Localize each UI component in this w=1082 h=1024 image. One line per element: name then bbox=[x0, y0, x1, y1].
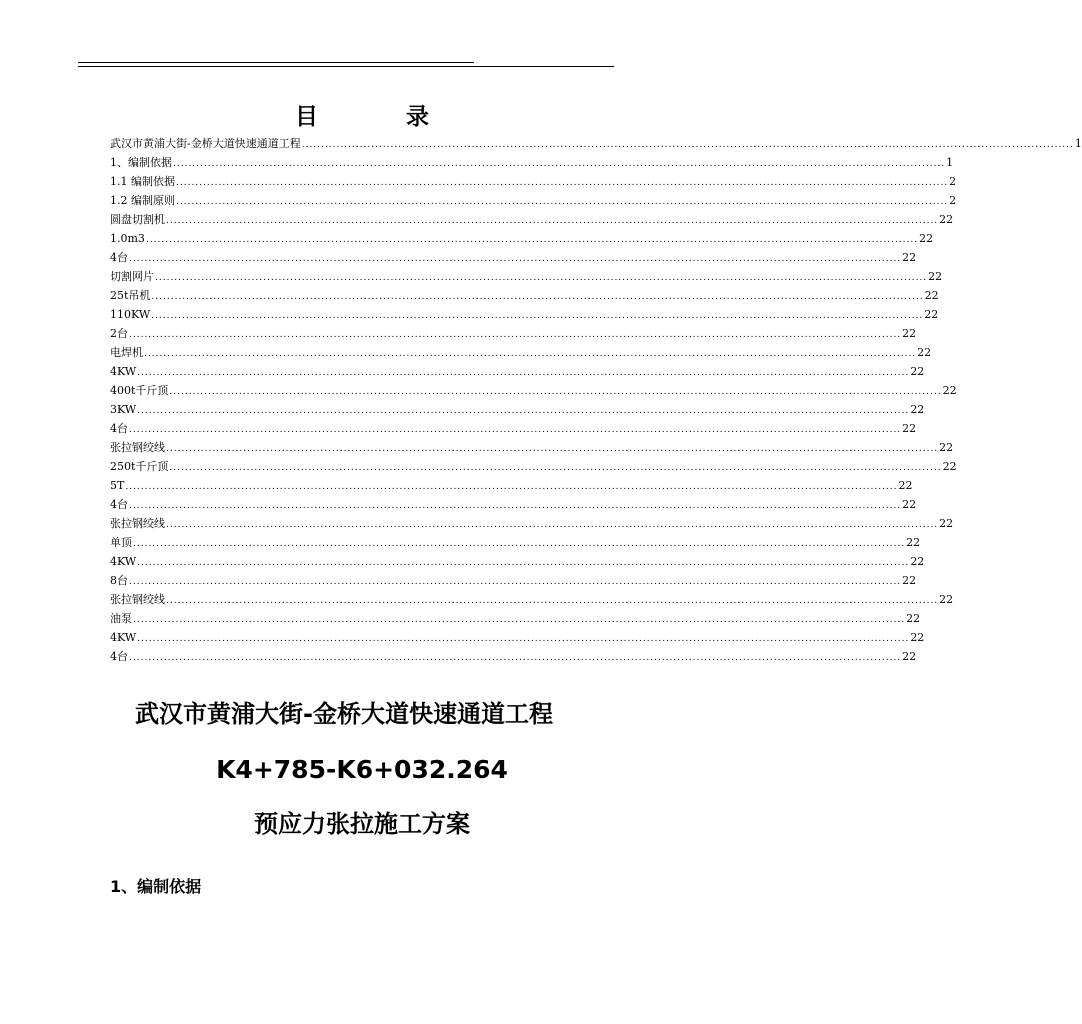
toc-entry-page: 22 bbox=[902, 327, 917, 340]
toc-entry-page: 22 bbox=[928, 270, 943, 283]
toc-entry-label: 4KW bbox=[110, 555, 137, 568]
toc-entry-label: 25t吊机 bbox=[110, 289, 151, 302]
toc-entry[interactable] bbox=[110, 172, 957, 191]
toc-entry-page: 22 bbox=[917, 346, 932, 359]
toc-entry-page: 22 bbox=[939, 517, 954, 530]
toc-entry-leader: ........................................................................................................................................................................................................ bbox=[176, 197, 949, 207]
toc-entry-leader: ........................................................................................................................................................................................................ bbox=[133, 539, 906, 549]
toc-entry-label: 8台 bbox=[110, 574, 128, 587]
toc-entry-label: 4台 bbox=[110, 498, 128, 511]
toc-entry-leader: ........................................................................................................................................................................................................ bbox=[301, 140, 1074, 150]
toc-entry-leader: ........................................................................................................................................................................................................ bbox=[173, 159, 946, 169]
toc-entry-leader: ........................................................................................................................................................................................................ bbox=[129, 330, 902, 340]
toc-entry[interactable] bbox=[110, 647, 917, 666]
toc-entry-page: 22 bbox=[906, 612, 921, 625]
toc-entry-page: 1 bbox=[946, 156, 954, 169]
table-of-contents bbox=[110, 134, 1082, 666]
toc-entry-label: 4台 bbox=[110, 251, 128, 264]
toc-entry-leader: ........................................................................................................................................................................................................ bbox=[166, 520, 939, 530]
toc-entry[interactable] bbox=[110, 571, 917, 590]
toc-entry-label: 1.0m3 bbox=[110, 232, 145, 245]
toc-entry-page: 22 bbox=[924, 308, 939, 321]
toc-entry-label: 3KW bbox=[110, 403, 137, 416]
toc-entry-leader: ........................................................................................................................................................................................................ bbox=[129, 254, 902, 264]
toc-entry[interactable] bbox=[110, 153, 954, 172]
header-rule-thick bbox=[78, 66, 614, 67]
section-heading: 1、编制依据 bbox=[110, 877, 202, 896]
toc-entry[interactable] bbox=[110, 533, 921, 552]
toc-entry-page: 22 bbox=[902, 251, 917, 264]
toc-title: 目 录 bbox=[294, 104, 469, 130]
toc-entry-leader: ........................................................................................................................................................................................................ bbox=[137, 406, 910, 416]
toc-entry-page: 2 bbox=[949, 175, 957, 188]
toc-entry[interactable] bbox=[110, 590, 954, 609]
toc-entry-leader: ........................................................................................................................................................................................................ bbox=[144, 349, 917, 359]
toc-entry-page: 22 bbox=[924, 289, 939, 302]
toc-entry-label: 1.1 编制依据 bbox=[110, 175, 175, 188]
toc-entry[interactable] bbox=[110, 400, 925, 419]
toc-entry-leader: ........................................................................................................................................................................................................ bbox=[166, 444, 939, 454]
toc-entry-label: 电焊机 bbox=[110, 346, 143, 359]
toc-entry[interactable] bbox=[110, 628, 925, 647]
toc-entry-page: 22 bbox=[898, 479, 913, 492]
toc-entry-label: 油泵 bbox=[110, 612, 132, 625]
toc-entry-leader: ........................................................................................................................................................................................................ bbox=[137, 558, 910, 568]
toc-entry-leader: ........................................................................................................................................................................................................ bbox=[155, 273, 928, 283]
toc-entry[interactable] bbox=[110, 476, 913, 495]
toc-entry-leader: ........................................................................................................................................................................................................ bbox=[133, 615, 906, 625]
toc-entry-leader: ........................................................................................................................................................................................................ bbox=[169, 463, 942, 473]
toc-entry-label: 1.2 编制原则 bbox=[110, 194, 175, 207]
toc-entry-leader: ........................................................................................................................................................................................................ bbox=[166, 596, 939, 606]
toc-entry[interactable] bbox=[110, 343, 932, 362]
toc-entry[interactable] bbox=[110, 381, 957, 400]
toc-entry-label: 武汉市黄浦大街-金桥大道快速通道工程 bbox=[110, 137, 301, 150]
toc-entry-page: 22 bbox=[939, 213, 954, 226]
toc-entry-leader: ........................................................................................................................................................................................................ bbox=[166, 216, 939, 226]
toc-entry-label: 5T bbox=[110, 479, 125, 492]
plan-title: 预应力张拉施工方案 bbox=[254, 810, 470, 838]
chainage-title: K4+785-K6+032.264 bbox=[216, 755, 508, 784]
toc-entry[interactable] bbox=[110, 248, 917, 267]
header-rule-thin bbox=[78, 62, 474, 63]
toc-entry[interactable] bbox=[110, 134, 1082, 153]
toc-entry[interactable] bbox=[110, 324, 917, 343]
toc-entry-page: 22 bbox=[910, 631, 925, 644]
toc-entry-page: 22 bbox=[939, 593, 954, 606]
toc-entry-page: 22 bbox=[902, 498, 917, 511]
toc-entry-label: 张拉钢绞线 bbox=[110, 441, 165, 454]
toc-entry-leader: ........................................................................................................................................................................................................ bbox=[137, 368, 910, 378]
toc-entry[interactable] bbox=[110, 609, 921, 628]
toc-entry-label: 圆盘切割机 bbox=[110, 213, 165, 226]
toc-entry-page: 2 bbox=[949, 194, 957, 207]
toc-entry[interactable] bbox=[110, 210, 954, 229]
toc-entry-label: 110KW bbox=[110, 308, 151, 321]
project-title: 武汉市黄浦大街-金桥大道快速通道工程 bbox=[135, 700, 553, 728]
toc-entry-label: 张拉钢绞线 bbox=[110, 517, 165, 530]
toc-entry[interactable] bbox=[110, 229, 934, 248]
toc-entry-leader: ........................................................................................................................................................................................................ bbox=[129, 425, 902, 435]
toc-entry-page: 22 bbox=[902, 650, 917, 663]
toc-entry[interactable] bbox=[110, 438, 954, 457]
toc-entry-label: 400t千斤顶 bbox=[110, 384, 169, 397]
toc-entry[interactable] bbox=[110, 191, 957, 210]
toc-entry-label: 4台 bbox=[110, 422, 128, 435]
toc-entry-page: 22 bbox=[910, 403, 925, 416]
toc-entry-leader: ........................................................................................................................................................................................................ bbox=[151, 292, 924, 302]
toc-entry-page: 22 bbox=[902, 574, 917, 587]
toc-entry-label: 1、编制依据 bbox=[110, 156, 172, 169]
toc-entry-label: 4KW bbox=[110, 631, 137, 644]
toc-entry-label: 250t千斤顶 bbox=[110, 460, 169, 473]
toc-entry-leader: ........................................................................................................................................................................................................ bbox=[129, 501, 902, 511]
toc-entry-label: 4台 bbox=[110, 650, 128, 663]
toc-entry-page: 22 bbox=[902, 422, 917, 435]
toc-entry[interactable] bbox=[110, 495, 917, 514]
toc-entry-label: 单顶 bbox=[110, 536, 132, 549]
toc-entry-page: 22 bbox=[919, 232, 934, 245]
toc-entry-page: 1 bbox=[1074, 137, 1082, 150]
toc-entry-page: 22 bbox=[910, 365, 925, 378]
toc-entry[interactable] bbox=[110, 267, 943, 286]
toc-entry[interactable] bbox=[110, 419, 917, 438]
toc-entry-leader: ........................................................................................................................................................................................................ bbox=[125, 482, 898, 492]
toc-entry-label: 2台 bbox=[110, 327, 128, 340]
toc-entry-leader: ........................................................................................................................................................................................................ bbox=[169, 387, 942, 397]
toc-entry-label: 张拉钢绞线 bbox=[110, 593, 165, 606]
toc-entry-page: 22 bbox=[910, 555, 925, 568]
toc-entry[interactable] bbox=[110, 286, 939, 305]
toc-entry-label: 4KW bbox=[110, 365, 137, 378]
toc-entry-page: 22 bbox=[942, 460, 957, 473]
toc-entry-leader: ........................................................................................................................................................................................................ bbox=[137, 634, 910, 644]
toc-entry-label: 切割网片 bbox=[110, 270, 154, 283]
toc-entry[interactable] bbox=[110, 305, 939, 324]
toc-entry-leader: ........................................................................................................................................................................................................ bbox=[129, 653, 902, 663]
toc-entry[interactable] bbox=[110, 514, 954, 533]
toc-entry-page: 22 bbox=[942, 384, 957, 397]
toc-entry[interactable] bbox=[110, 552, 925, 571]
toc-entry-leader: ........................................................................................................................................................................................................ bbox=[151, 311, 924, 321]
toc-entry-page: 22 bbox=[939, 441, 954, 454]
toc-entry-leader: ........................................................................................................................................................................................................ bbox=[129, 577, 902, 587]
toc-entry-page: 22 bbox=[906, 536, 921, 549]
toc-entry-leader: ........................................................................................................................................................................................................ bbox=[145, 235, 919, 245]
toc-entry-leader: ........................................................................................................................................................................................................ bbox=[176, 178, 949, 188]
toc-entry[interactable] bbox=[110, 457, 957, 476]
toc-entry[interactable] bbox=[110, 362, 925, 381]
